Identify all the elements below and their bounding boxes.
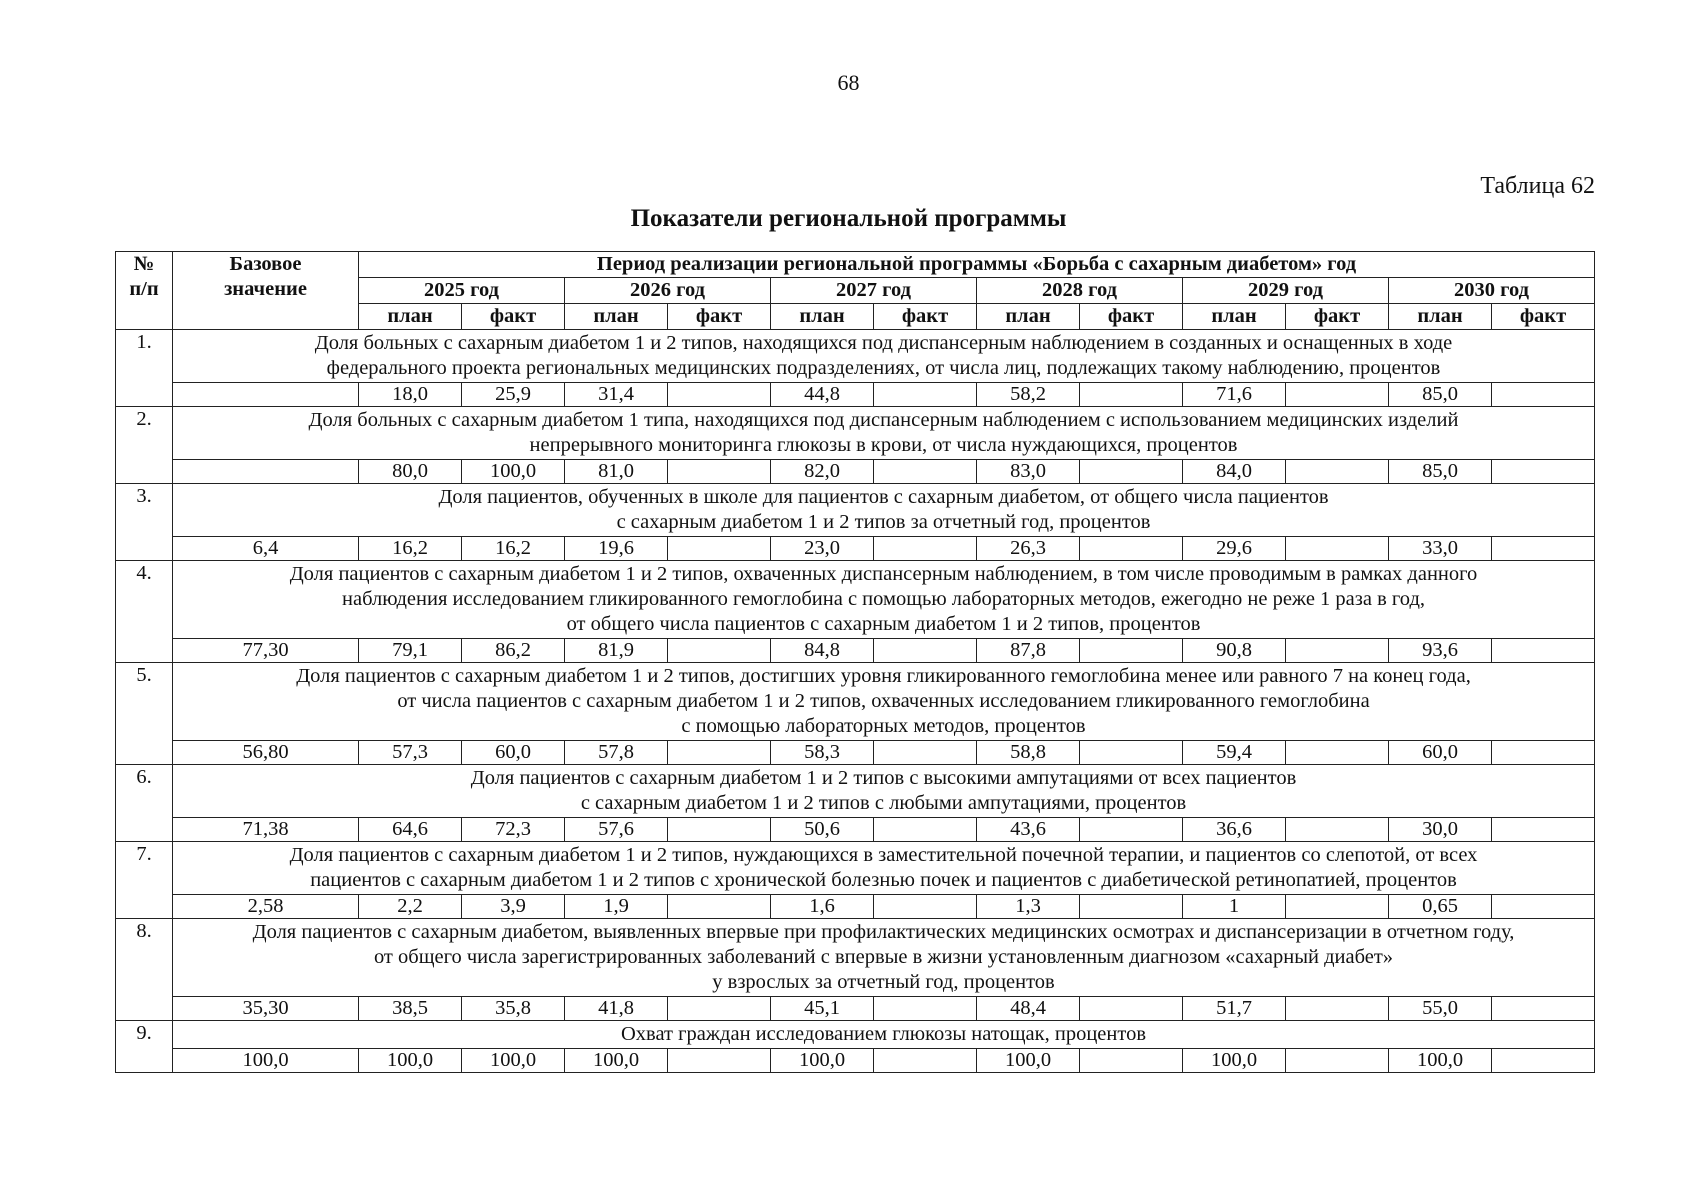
indicator-description-line: с сахарным диабетом 1 и 2 типов с любыми ампутациями, процентов — [580, 792, 1187, 814]
header-plan: план — [1183, 304, 1286, 330]
plan-value-cell: 64,6 — [359, 818, 462, 842]
indicator-description-line: от общего числа зарегистрированных заболеваний с впервые в жизни установленным диагнозом «сахарный диабет» — [373, 946, 1394, 968]
fact-value-cell — [1286, 1049, 1389, 1073]
plan-value-cell: 51,7 — [1183, 997, 1286, 1021]
indicator-number: 3. — [116, 484, 173, 561]
fact-value-cell — [874, 997, 977, 1021]
base-value-cell: 77,30 — [173, 639, 359, 663]
indicator-description — [173, 330, 1595, 383]
fact-value-cell — [1080, 997, 1183, 1021]
header-base-line2: значение — [224, 278, 307, 300]
fact-value-cell — [1492, 741, 1595, 765]
fact-value-cell — [668, 895, 771, 919]
indicator-number: 8. — [116, 919, 173, 1021]
fact-value-cell: 86,2 — [462, 639, 565, 663]
header-fact: факт — [1492, 304, 1595, 330]
plan-value-cell: 0,65 — [1389, 895, 1492, 919]
indicator-row — [116, 407, 1595, 460]
header-plan: план — [771, 304, 874, 330]
plan-value-cell: 85,0 — [1389, 460, 1492, 484]
indicator-row — [116, 1021, 1595, 1049]
plan-value-cell: 45,1 — [771, 997, 874, 1021]
plan-value-cell: 59,4 — [1183, 741, 1286, 765]
indicator-values-row — [116, 997, 1595, 1021]
indicator-values-row — [116, 895, 1595, 919]
header-year-2029: 2029 год — [1183, 278, 1389, 304]
plan-value-cell: 81,9 — [565, 639, 668, 663]
plan-value-cell: 87,8 — [977, 639, 1080, 663]
fact-value-cell — [1080, 639, 1183, 663]
fact-value-cell: 16,2 — [462, 537, 565, 561]
fact-value-cell — [1492, 895, 1595, 919]
indicator-description-line: наблюдения исследованием гликированного гемоглобина с помощью лабораторных методов, ежегодно не реже 1 раза в год, — [342, 588, 1426, 610]
indicator-description — [173, 561, 1595, 639]
plan-value-cell: 100,0 — [359, 1049, 462, 1073]
plan-value-cell: 31,4 — [565, 383, 668, 407]
header-year-2030: 2030 год — [1389, 278, 1595, 304]
indicator-description-line: Охват граждан исследованием глюкозы натощак, процентов — [621, 1023, 1146, 1045]
indicator-row — [116, 765, 1595, 818]
indicator-description — [173, 663, 1595, 741]
plan-value-cell: 57,8 — [565, 741, 668, 765]
plan-value-cell: 38,5 — [359, 997, 462, 1021]
indicator-row — [116, 919, 1595, 997]
header-year-2025: 2025 год — [359, 278, 565, 304]
plan-value-cell: 1,3 — [977, 895, 1080, 919]
plan-value-cell: 100,0 — [977, 1049, 1080, 1073]
plan-value-cell: 44,8 — [771, 383, 874, 407]
plan-value-cell: 58,8 — [977, 741, 1080, 765]
indicator-description-line: Доля пациентов с сахарным диабетом 1 и 2 типов, достигших уровня гликированного гемоглобина менее или равного 7 на конец года, — [296, 665, 1471, 687]
page-number: 68 — [837, 70, 860, 95]
indicator-description-line: Доля пациентов, обученных в школе для пациентов с сахарным диабетом, от общего числа пациентов — [438, 486, 1329, 508]
base-value-cell: 2,58 — [173, 895, 359, 919]
header-fact: факт — [874, 304, 977, 330]
fact-value-cell — [874, 537, 977, 561]
indicator-description-line: Доля пациентов с сахарным диабетом 1 и 2 типов, нуждающихся в заместительной почечной терапии, и пациентов со слепотой, от всех — [289, 844, 1478, 866]
plan-value-cell: 84,0 — [1183, 460, 1286, 484]
table-body — [116, 330, 1595, 1073]
fact-value-cell: 25,9 — [462, 383, 565, 407]
header-period: Период реализации региональной программы «Борьба с сахарным диабетом» год — [359, 252, 1595, 278]
fact-value-cell — [1080, 460, 1183, 484]
plan-value-cell: 29,6 — [1183, 537, 1286, 561]
base-value-cell — [173, 383, 359, 407]
fact-value-cell — [1286, 741, 1389, 765]
indicator-values-row — [116, 460, 1595, 484]
indicators-table — [115, 251, 1595, 1073]
plan-value-cell: 2,2 — [359, 895, 462, 919]
header-fact: факт — [462, 304, 565, 330]
indicator-number: 1. — [116, 330, 173, 407]
base-value-cell: 100,0 — [173, 1049, 359, 1073]
header-plan: план — [565, 304, 668, 330]
indicator-description — [173, 484, 1595, 537]
indicator-row — [116, 561, 1595, 639]
plan-value-cell: 16,2 — [359, 537, 462, 561]
fact-value-cell — [1492, 997, 1595, 1021]
fact-value-cell — [1286, 818, 1389, 842]
header-year-2028: 2028 год — [977, 278, 1183, 304]
fact-value-cell: 100,0 — [462, 1049, 565, 1073]
plan-value-cell: 1,9 — [565, 895, 668, 919]
header-plan: план — [1389, 304, 1492, 330]
fact-value-cell — [874, 639, 977, 663]
fact-value-cell — [1492, 383, 1595, 407]
fact-value-cell — [1492, 639, 1595, 663]
indicator-description-line: Доля больных с сахарным диабетом 1 и 2 типов, находящихся под диспансерным наблюдением в созданных и оснащенных в ходе — [314, 332, 1453, 354]
plan-value-cell: 36,6 — [1183, 818, 1286, 842]
indicator-row — [116, 484, 1595, 537]
indicator-number: 4. — [116, 561, 173, 663]
fact-value-cell: 35,8 — [462, 997, 565, 1021]
header-plan: план — [359, 304, 462, 330]
fact-value-cell — [1286, 537, 1389, 561]
plan-value-cell: 58,2 — [977, 383, 1080, 407]
indicator-description-line: у взрослых за отчетный год, процентов — [712, 971, 1055, 993]
fact-value-cell — [874, 818, 977, 842]
indicator-row — [116, 842, 1595, 895]
plan-value-cell: 26,3 — [977, 537, 1080, 561]
base-value-cell: 56,80 — [173, 741, 359, 765]
plan-value-cell: 48,4 — [977, 997, 1080, 1021]
indicator-description — [173, 1021, 1595, 1049]
fact-value-cell — [1286, 639, 1389, 663]
plan-value-cell: 60,0 — [1389, 741, 1492, 765]
fact-value-cell — [668, 741, 771, 765]
base-value-cell — [173, 460, 359, 484]
indicator-values-row — [116, 741, 1595, 765]
indicator-description — [173, 407, 1595, 460]
base-value-cell: 71,38 — [173, 818, 359, 842]
fact-value-cell: 100,0 — [462, 460, 565, 484]
header-year-2026: 2026 год — [565, 278, 771, 304]
indicator-number: 6. — [116, 765, 173, 842]
fact-value-cell — [668, 1049, 771, 1073]
fact-value-cell: 72,3 — [462, 818, 565, 842]
indicator-values-row — [116, 818, 1595, 842]
plan-value-cell: 79,1 — [359, 639, 462, 663]
fact-value-cell — [1080, 383, 1183, 407]
header-base-line1: Базовое — [229, 253, 302, 275]
plan-value-cell: 100,0 — [565, 1049, 668, 1073]
plan-value-cell: 84,8 — [771, 639, 874, 663]
plan-value-cell: 81,0 — [565, 460, 668, 484]
plan-value-cell: 55,0 — [1389, 997, 1492, 1021]
indicator-description-line: федерального проекта региональных медицинских подразделениях, от числа лиц, подлежащих такому наблюдению, процентов — [326, 357, 1441, 379]
plan-value-cell: 100,0 — [1183, 1049, 1286, 1073]
indicator-number: 9. — [116, 1021, 173, 1073]
plan-value-cell: 57,3 — [359, 741, 462, 765]
indicator-description-line: с сахарным диабетом 1 и 2 типов за отчетный год, процентов — [616, 511, 1151, 533]
base-value-cell: 35,30 — [173, 997, 359, 1021]
fact-value-cell: 3,9 — [462, 895, 565, 919]
plan-value-cell: 71,6 — [1183, 383, 1286, 407]
plan-value-cell: 30,0 — [1389, 818, 1492, 842]
fact-value-cell — [874, 383, 977, 407]
plan-value-cell: 1,6 — [771, 895, 874, 919]
indicator-description-line: Доля пациентов с сахарным диабетом 1 и 2 типов, охваченных диспансерным наблюдением, в том числе проводимым в рамках данного — [289, 563, 1478, 585]
plan-value-cell: 85,0 — [1389, 383, 1492, 407]
indicator-description — [173, 842, 1595, 895]
plan-value-cell: 18,0 — [359, 383, 462, 407]
plan-value-cell: 100,0 — [1389, 1049, 1492, 1073]
fact-value-cell — [1080, 1049, 1183, 1073]
header-base-value — [173, 252, 359, 330]
header-fact: факт — [1286, 304, 1389, 330]
header-number-line1: № — [133, 253, 155, 275]
fact-value-cell — [874, 895, 977, 919]
page-title: Показатели региональной программы — [630, 205, 1067, 232]
indicator-number: 2. — [116, 407, 173, 484]
fact-value-cell — [1080, 537, 1183, 561]
fact-value-cell — [668, 383, 771, 407]
indicator-row — [116, 330, 1595, 383]
indicator-description-line: Доля пациентов с сахарным диабетом 1 и 2 типов с высокими ампутациями от всех пациентов — [470, 767, 1297, 789]
indicator-description-line: Доля пациентов с сахарным диабетом, выявленных впервые при профилактических медицинских осмотрах и диспансеризации в отчетном году, — [252, 921, 1515, 943]
fact-value-cell — [1080, 741, 1183, 765]
header-number-line2: п/п — [129, 278, 159, 300]
fact-value-cell — [1492, 818, 1595, 842]
plan-value-cell: 80,0 — [359, 460, 462, 484]
fact-value-cell — [1080, 895, 1183, 919]
header-plan: план — [977, 304, 1080, 330]
indicator-description-line: от общего числа пациентов с сахарным диабетом 1 и 2 типов, процентов — [566, 613, 1201, 635]
plan-value-cell: 93,6 — [1389, 639, 1492, 663]
indicator-description — [173, 765, 1595, 818]
fact-value-cell — [668, 639, 771, 663]
fact-value-cell — [874, 741, 977, 765]
fact-value-cell — [1286, 460, 1389, 484]
fact-value-cell — [1286, 383, 1389, 407]
indicator-description — [173, 919, 1595, 997]
plan-value-cell: 82,0 — [771, 460, 874, 484]
indicator-values-row — [116, 1049, 1595, 1073]
fact-value-cell — [1286, 997, 1389, 1021]
fact-value-cell — [1080, 818, 1183, 842]
plan-value-cell: 43,6 — [977, 818, 1080, 842]
indicator-description-line: с помощью лабораторных методов, процентов — [681, 715, 1086, 737]
indicator-values-row — [116, 537, 1595, 561]
fact-value-cell — [668, 997, 771, 1021]
plan-value-cell: 57,6 — [565, 818, 668, 842]
table-label: Таблица 62 — [1480, 173, 1595, 199]
header-fact: факт — [668, 304, 771, 330]
plan-value-cell: 19,6 — [565, 537, 668, 561]
indicator-number: 5. — [116, 663, 173, 765]
plan-value-cell: 83,0 — [977, 460, 1080, 484]
indicator-row — [116, 663, 1595, 741]
fact-value-cell — [874, 460, 977, 484]
fact-value-cell — [1492, 537, 1595, 561]
plan-value-cell: 23,0 — [771, 537, 874, 561]
header-fact: факт — [1080, 304, 1183, 330]
indicator-description-line: от числа пациентов с сахарным диабетом 1 и 2 типов, охваченных исследованием гликированного гемоглобина — [397, 690, 1370, 712]
indicator-description-line: непрерывного мониторинга глюкозы в крови, от числа нуждающихся, процентов — [529, 434, 1238, 456]
fact-value-cell — [874, 1049, 977, 1073]
fact-value-cell — [1492, 1049, 1595, 1073]
indicator-description-line: пациентов с сахарным диабетом 1 и 2 типов с хронической болезнью почек и пациентов с диабетической ретинопатией, процентов — [310, 869, 1457, 891]
fact-value-cell — [668, 818, 771, 842]
plan-value-cell: 58,3 — [771, 741, 874, 765]
plan-value-cell: 1 — [1183, 895, 1286, 919]
plan-value-cell: 100,0 — [771, 1049, 874, 1073]
indicator-description-line: Доля больных с сахарным диабетом 1 типа, находящихся под диспансерным наблюдением с использованием медицинских изделий — [308, 409, 1459, 431]
indicator-values-row — [116, 639, 1595, 663]
header-number — [116, 252, 173, 330]
indicator-number: 7. — [116, 842, 173, 919]
header-year-2027: 2027 год — [771, 278, 977, 304]
fact-value-cell — [1492, 460, 1595, 484]
plan-value-cell: 41,8 — [565, 997, 668, 1021]
fact-value-cell — [668, 537, 771, 561]
indicator-values-row — [116, 383, 1595, 407]
fact-value-cell: 60,0 — [462, 741, 565, 765]
fact-value-cell — [1286, 895, 1389, 919]
plan-value-cell: 33,0 — [1389, 537, 1492, 561]
fact-value-cell — [668, 460, 771, 484]
plan-value-cell: 90,8 — [1183, 639, 1286, 663]
base-value-cell: 6,4 — [173, 537, 359, 561]
plan-value-cell: 50,6 — [771, 818, 874, 842]
